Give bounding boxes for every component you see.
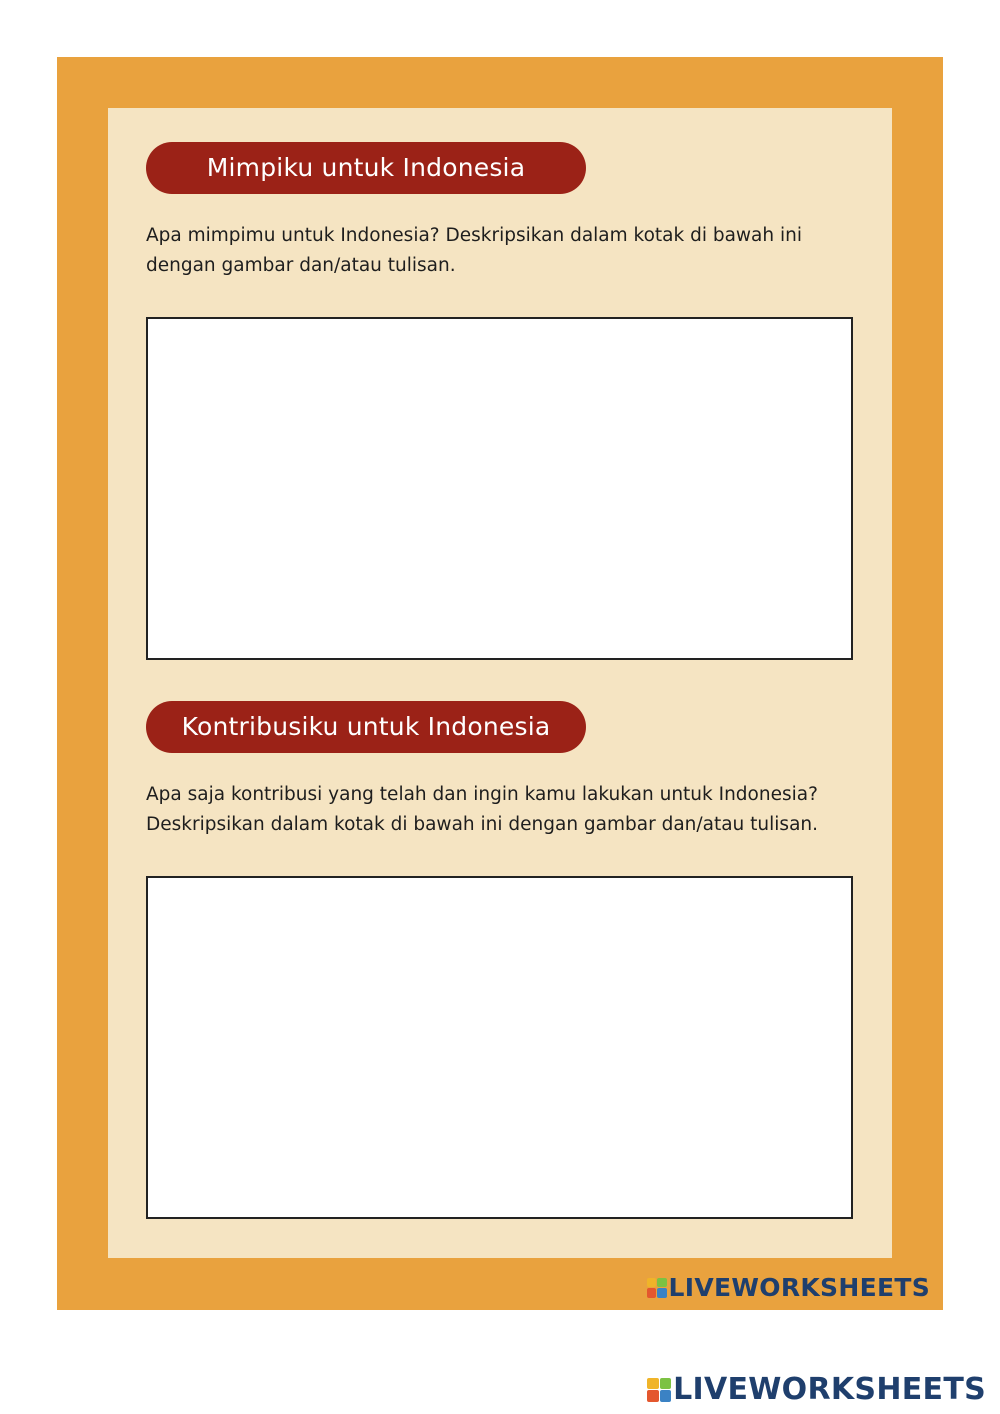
prompt-contribution-line-1: Apa saja kontribusi yang telah dan ingin kamu lakukan untuk Indonesia? bbox=[146, 784, 818, 805]
section-title-dream: Mimpiku untuk Indonesia bbox=[146, 142, 586, 194]
prompt-contribution bbox=[146, 780, 846, 840]
prompt-contribution-line-2: Deskripsikan dalam kotak di bawah ini dengan gambar dan/atau tulisan. bbox=[146, 814, 819, 835]
prompt-dream-line-1: Apa mimpimu untuk Indonesia? Deskripsikan dalam kotak di bawah ini bbox=[146, 225, 803, 246]
answer-box-dream[interactable] bbox=[146, 317, 853, 660]
brand-name: LIVEWORKSHEETS bbox=[668, 1273, 930, 1302]
prompt-dream-line-2: dengan gambar dan/atau tulisan. bbox=[146, 255, 456, 276]
brand-watermark-frame bbox=[647, 1273, 930, 1302]
brand-name: LIVEWORKSHEETS bbox=[673, 1372, 986, 1407]
liveworksheets-logo-icon bbox=[647, 1378, 671, 1402]
section-title-contribution: Kontribusiku untuk Indonesia bbox=[146, 701, 586, 753]
brand-watermark-page[interactable] bbox=[647, 1372, 986, 1407]
answer-box-contribution[interactable] bbox=[146, 876, 853, 1219]
liveworksheets-logo-icon bbox=[647, 1278, 667, 1298]
prompt-dream bbox=[146, 221, 846, 281]
